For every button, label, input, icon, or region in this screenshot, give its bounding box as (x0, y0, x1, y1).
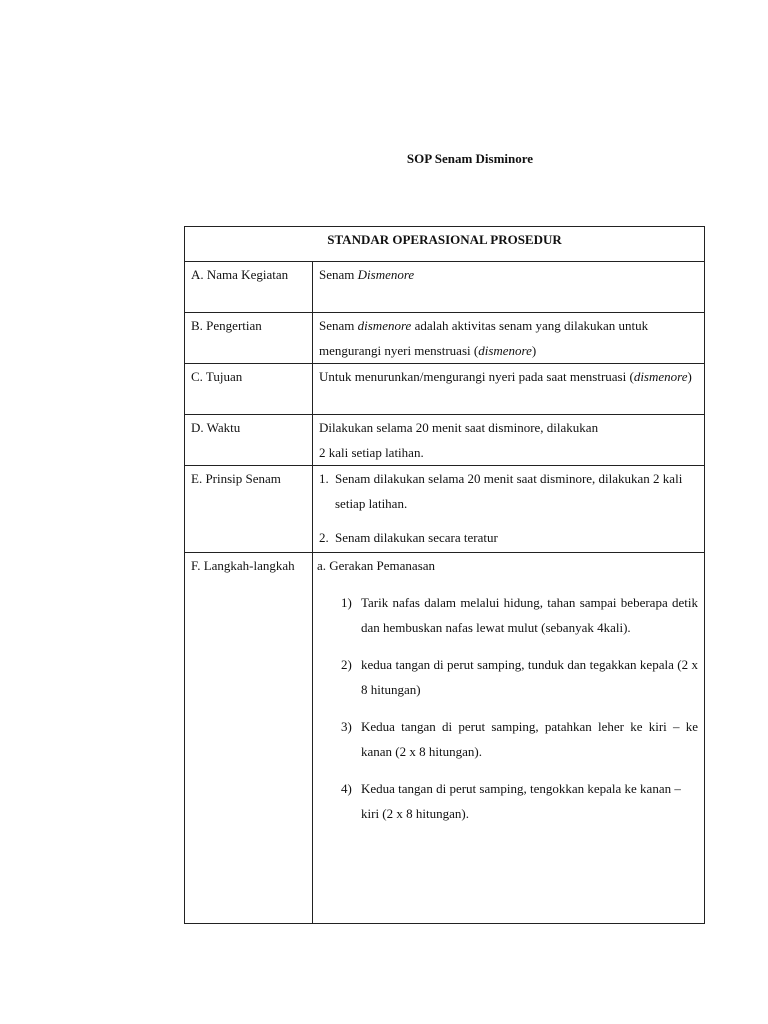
step-text-3: Kedua tangan di perut samping, patahkan leher ke kiri – ke kanan (2 x 8 hitungan). (361, 719, 699, 759)
table-row (185, 553, 705, 924)
row-value-waktu (313, 415, 705, 466)
table-row (185, 262, 705, 313)
step-num-3: 3) (341, 719, 352, 734)
waktu-line-1: Dilakukan selama 20 menit saat disminore, dilakukan (319, 420, 599, 435)
tujuan-text-1: Untuk menurunkan/mengurangi nyeri pada saat menstruasi ( (319, 369, 634, 384)
waktu-line-2: 2 kali setiap latihan. (319, 445, 424, 460)
sop-table (184, 226, 705, 924)
row-label-pengertian: B. Pengertian (185, 313, 313, 364)
table-row (185, 313, 705, 364)
row-value-tujuan (313, 364, 705, 415)
row-label-nama: A. Nama Kegiatan (185, 262, 313, 313)
pengertian-italic-2: dismenore (478, 343, 532, 358)
nama-italic: Dismenore (357, 267, 415, 282)
list-item (341, 776, 698, 826)
table-header-row (185, 227, 705, 262)
row-label-prinsip: E. Prinsip Senam (185, 466, 313, 553)
table-row (185, 466, 705, 553)
row-label-waktu: D. Waktu (185, 415, 313, 466)
step-num-1: 1) (341, 595, 352, 610)
table-header: STANDAR OPERASIONAL PROSEDUR (185, 227, 705, 262)
document-title: SOP Senam Disminore (406, 151, 534, 166)
list-item (341, 652, 698, 702)
list-item (341, 714, 698, 764)
step-text-4: Kedua tangan di perut samping, tengokkan kepala ke kanan –kiri (2 x 8 hitungan). (361, 781, 681, 821)
prinsip-text-2: Senam dilakukan secara teratur (335, 530, 498, 545)
list-item (319, 466, 698, 516)
pengertian-text-3: ) (531, 343, 537, 358)
prinsip-num-1: 1. (319, 471, 329, 486)
row-label-tujuan: C. Tujuan (185, 364, 313, 415)
row-value-pengertian (313, 313, 705, 364)
pengertian-italic-1: dismenore (357, 318, 412, 333)
steps-list (319, 590, 698, 826)
prinsip-num-2: 2. (319, 530, 329, 545)
list-item (341, 590, 698, 640)
table-row (185, 415, 705, 466)
row-label-langkah: F. Langkah-langkah (185, 553, 313, 924)
list-item (319, 525, 698, 550)
section-heading: a. Gerakan Pemanasan (317, 558, 436, 573)
table-row (185, 364, 705, 415)
pengertian-text-2: adalah aktivitas senam yang dilakukan untuk mengurangi nyeri menstruasi ( (319, 318, 649, 358)
row-value-langkah (313, 553, 705, 924)
nama-text: Senam (319, 267, 358, 282)
row-value-nama (313, 262, 705, 313)
prinsip-text-1: Senam dilakukan selama 20 menit saat disminore, dilakukan 2 kali setiap latihan. (335, 471, 683, 511)
row-value-prinsip (313, 466, 705, 553)
pengertian-text-1: Senam (319, 318, 358, 333)
step-num-2: 2) (341, 657, 352, 672)
step-text-2: kedua tangan di perut samping, tunduk dan tegakkan kepala (2 x 8 hitungan) (361, 657, 699, 697)
step-num-4: 4) (341, 781, 352, 796)
tujuan-italic: dismenore (633, 369, 688, 384)
step-text-1: Tarik nafas dalam melalui hidung, tahan sampai beberapa detik dan hembuskan nafas lewat mulut (sebanyak 4kali). (361, 595, 699, 635)
tujuan-text-2: ) (687, 369, 692, 384)
